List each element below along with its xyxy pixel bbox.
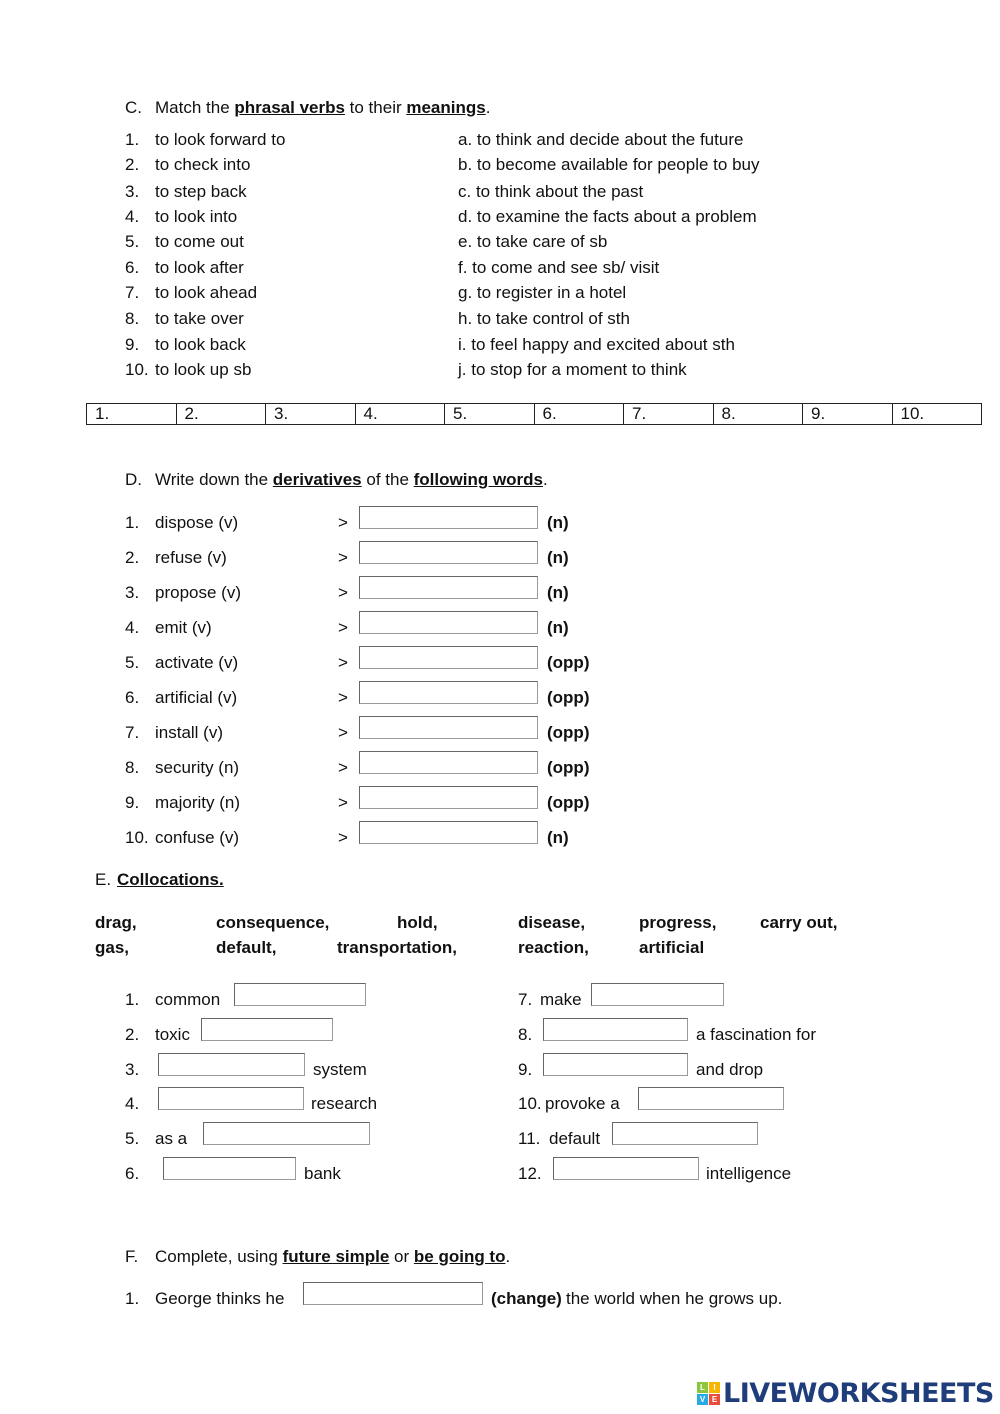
liveworksheets-logo bbox=[697, 1378, 994, 1409]
collocation-input[interactable] bbox=[163, 1157, 296, 1180]
answer-cell[interactable]: 8. bbox=[713, 404, 803, 425]
base-word: refuse (v) bbox=[155, 548, 227, 567]
collocation-word: common bbox=[155, 990, 221, 1009]
sentence-end: the world when he grows up. bbox=[566, 1289, 783, 1308]
phrasal-verb: to step back bbox=[155, 182, 247, 201]
title-part: . bbox=[485, 98, 491, 117]
collocation-word: make bbox=[540, 990, 582, 1009]
item-number: 10. bbox=[518, 1094, 542, 1113]
collocation-input[interactable] bbox=[201, 1018, 333, 1041]
meaning: g. to register in a hotel bbox=[458, 283, 627, 302]
logo-badge-letter: V bbox=[697, 1394, 708, 1405]
answer-cell[interactable]: 5. bbox=[445, 404, 535, 425]
title-part: following words bbox=[413, 470, 544, 489]
phrasal-verb: to look up sb bbox=[155, 360, 252, 379]
arrow: > bbox=[338, 618, 348, 637]
word-bank-item: transportation, bbox=[337, 938, 457, 957]
matching-answer-table bbox=[86, 403, 982, 425]
item-number: 7. bbox=[125, 723, 140, 742]
word-bank-item: default, bbox=[216, 938, 277, 957]
word-bank-item: artificial bbox=[639, 938, 705, 957]
item-number: 1. bbox=[125, 1289, 140, 1308]
arrow: > bbox=[338, 758, 348, 777]
meaning: j. to stop for a moment to think bbox=[458, 360, 687, 379]
verb-number: 1. bbox=[125, 130, 140, 149]
answer-cell[interactable]: 4. bbox=[355, 404, 445, 425]
base-word: majority (n) bbox=[155, 793, 241, 812]
item-number: 4. bbox=[125, 1094, 140, 1113]
verb-number: 7. bbox=[125, 283, 140, 302]
logo-text: LIVEWORKSHEETS bbox=[723, 1378, 994, 1409]
title-part: Write down the bbox=[155, 470, 273, 489]
collocation-input[interactable] bbox=[543, 1018, 688, 1041]
item-number: 3. bbox=[125, 1060, 140, 1079]
word-bank-item: progress, bbox=[639, 913, 717, 932]
word-bank-item: hold, bbox=[397, 913, 438, 932]
collocation-input[interactable] bbox=[158, 1053, 305, 1076]
item-number: 2. bbox=[125, 1025, 140, 1044]
item-number: 2. bbox=[125, 548, 140, 567]
section-d-title-letter: D. bbox=[125, 470, 142, 489]
derivative-input[interactable] bbox=[359, 681, 538, 704]
meaning: b. to become available for people to buy bbox=[458, 155, 760, 174]
base-word: emit (v) bbox=[155, 618, 212, 637]
verb-number: 8. bbox=[125, 309, 140, 328]
derivative-input[interactable] bbox=[359, 821, 538, 844]
derivative-input[interactable] bbox=[359, 786, 538, 809]
verb-number: 2. bbox=[125, 155, 140, 174]
item-number: 5. bbox=[125, 1129, 140, 1148]
verb-input[interactable] bbox=[303, 1282, 483, 1305]
phrasal-verb: to check into bbox=[155, 155, 251, 174]
item-number: 12. bbox=[518, 1164, 542, 1183]
word-type: (n) bbox=[547, 828, 569, 847]
word-type: (opp) bbox=[547, 793, 590, 812]
collocation-input[interactable] bbox=[553, 1157, 699, 1180]
title-part: Complete, using bbox=[155, 1247, 283, 1266]
logo-badge-letter: L bbox=[697, 1382, 708, 1393]
derivative-input[interactable] bbox=[359, 716, 538, 739]
item-number: 3. bbox=[125, 583, 140, 602]
item-number: 10. bbox=[125, 828, 149, 847]
collocation-word: system bbox=[313, 1060, 367, 1079]
title-part: derivatives bbox=[272, 470, 362, 489]
title-part: meanings bbox=[406, 98, 486, 117]
base-word: artificial (v) bbox=[155, 688, 238, 707]
verb-number: 4. bbox=[125, 207, 140, 226]
collocation-word: bank bbox=[304, 1164, 341, 1183]
derivative-input[interactable] bbox=[359, 576, 538, 599]
phrasal-verb: to look back bbox=[155, 335, 246, 354]
sentence-start: George thinks he bbox=[155, 1289, 285, 1308]
word-type: (opp) bbox=[547, 688, 590, 707]
section-c-title bbox=[155, 98, 490, 118]
section-f-title bbox=[155, 1247, 510, 1267]
meaning: e. to take care of sb bbox=[458, 232, 608, 251]
arrow: > bbox=[338, 653, 348, 672]
item-number: 5. bbox=[125, 653, 140, 672]
collocation-input[interactable] bbox=[158, 1087, 304, 1110]
word-type: (opp) bbox=[547, 758, 590, 777]
word-type: (n) bbox=[547, 548, 569, 567]
answer-cell[interactable]: 6. bbox=[534, 404, 624, 425]
item-number: 6. bbox=[125, 1164, 140, 1183]
section-f-title-letter: F. bbox=[125, 1247, 139, 1266]
title-part: of the bbox=[361, 470, 414, 489]
title-part: phrasal verbs bbox=[234, 98, 345, 117]
meaning: a. to think and decide about the future bbox=[458, 130, 744, 149]
word-type: (opp) bbox=[547, 653, 590, 672]
derivative-input[interactable] bbox=[359, 541, 538, 564]
derivative-input[interactable] bbox=[359, 611, 538, 634]
collocation-input[interactable] bbox=[543, 1053, 688, 1076]
meaning: d. to examine the facts about a problem bbox=[458, 207, 757, 226]
item-number: 9. bbox=[125, 793, 140, 812]
section-d-title bbox=[155, 470, 548, 490]
section-e-letter: E. bbox=[95, 870, 112, 889]
item-number: 11. bbox=[518, 1129, 541, 1148]
item-number: 8. bbox=[518, 1025, 533, 1044]
phrasal-verb: to look after bbox=[155, 258, 244, 277]
item-number: 6. bbox=[125, 688, 140, 707]
phrasal-verb: to come out bbox=[155, 232, 244, 251]
collocation-input[interactable] bbox=[234, 983, 366, 1006]
verb-prompt: (change) bbox=[491, 1289, 562, 1308]
item-number: 1. bbox=[125, 990, 140, 1009]
collocation-word: a fascination for bbox=[696, 1025, 817, 1044]
word-type: (n) bbox=[547, 618, 569, 637]
collocation-input[interactable] bbox=[612, 1122, 758, 1145]
phrasal-verb: to look ahead bbox=[155, 283, 258, 302]
logo-badge-letter: E bbox=[709, 1394, 720, 1405]
word-bank-item: gas, bbox=[95, 938, 130, 957]
word-type: (opp) bbox=[547, 723, 590, 742]
word-bank-item: disease, bbox=[518, 913, 586, 932]
word-bank-item: carry out, bbox=[760, 913, 838, 932]
answer-cell[interactable]: 1. bbox=[87, 404, 177, 425]
word-bank-item: drag, bbox=[95, 913, 137, 932]
answer-cell[interactable]: 10. bbox=[892, 404, 982, 425]
answer-cell[interactable]: 3. bbox=[266, 404, 356, 425]
item-number: 9. bbox=[518, 1060, 533, 1079]
item-number: 8. bbox=[125, 758, 140, 777]
derivative-input[interactable] bbox=[359, 751, 538, 774]
title-part: or bbox=[389, 1247, 414, 1266]
title-part: . bbox=[543, 470, 548, 489]
phrasal-verb: to look forward to bbox=[155, 130, 286, 149]
section-c-title-letter: C. bbox=[125, 98, 142, 117]
collocation-input[interactable] bbox=[203, 1122, 370, 1145]
phrasal-verb: to take over bbox=[155, 309, 244, 328]
arrow: > bbox=[338, 583, 348, 602]
meaning: h. to take control of sth bbox=[458, 309, 630, 328]
verb-number: 3. bbox=[125, 182, 140, 201]
collocation-word: default bbox=[549, 1129, 601, 1148]
title-part: Match the bbox=[155, 98, 235, 117]
item-number: 7. bbox=[518, 990, 533, 1009]
answer-cell[interactable]: 2. bbox=[176, 404, 266, 425]
base-word: confuse (v) bbox=[155, 828, 240, 847]
word-type: (n) bbox=[547, 583, 569, 602]
answer-cell[interactable]: 7. bbox=[624, 404, 714, 425]
word-bank-item: consequence, bbox=[216, 913, 330, 932]
base-word: security (n) bbox=[155, 758, 240, 777]
title-part: to their bbox=[344, 98, 407, 117]
collocation-input[interactable] bbox=[638, 1087, 784, 1110]
item-number: 1. bbox=[125, 513, 140, 532]
title-part: . bbox=[505, 1247, 511, 1266]
title-part: future simple bbox=[282, 1247, 390, 1266]
collocation-word: toxic bbox=[155, 1025, 190, 1044]
derivative-input[interactable] bbox=[359, 506, 538, 529]
arrow: > bbox=[338, 793, 348, 812]
collocation-word: intelligence bbox=[706, 1164, 792, 1183]
derivative-input[interactable] bbox=[359, 646, 538, 669]
arrow: > bbox=[338, 723, 348, 742]
title-part: be going to bbox=[413, 1247, 506, 1266]
meaning: f. to come and see sb/ visit bbox=[458, 258, 660, 277]
base-word: dispose (v) bbox=[155, 513, 239, 532]
arrow: > bbox=[338, 688, 348, 707]
word-type: (n) bbox=[547, 513, 569, 532]
collocation-word: and drop bbox=[696, 1060, 764, 1079]
base-word: propose (v) bbox=[155, 583, 241, 602]
answer-cell[interactable]: 9. bbox=[803, 404, 893, 425]
base-word: activate (v) bbox=[155, 653, 239, 672]
arrow: > bbox=[338, 828, 348, 847]
verb-number: 5. bbox=[125, 232, 140, 251]
meaning: c. to think about the past bbox=[458, 182, 644, 201]
collocation-word: as a bbox=[155, 1129, 188, 1148]
collocation-word: provoke a bbox=[545, 1094, 620, 1113]
item-number: 4. bbox=[125, 618, 140, 637]
word-bank-item: reaction, bbox=[518, 938, 589, 957]
collocation-input[interactable] bbox=[591, 983, 724, 1006]
section-e-title: Collocations. bbox=[117, 870, 224, 889]
verb-number: 6. bbox=[125, 258, 140, 277]
logo-badge-icon bbox=[697, 1382, 720, 1405]
arrow: > bbox=[338, 548, 348, 567]
arrow: > bbox=[338, 513, 348, 532]
meaning: i. to feel happy and excited about sth bbox=[458, 335, 735, 354]
phrasal-verb: to look into bbox=[155, 207, 238, 226]
verb-number: 9. bbox=[125, 335, 140, 354]
collocation-word: research bbox=[311, 1094, 378, 1113]
verb-number: 10. bbox=[125, 360, 149, 379]
logo-badge-letter: I bbox=[709, 1382, 720, 1393]
base-word: install (v) bbox=[155, 723, 224, 742]
